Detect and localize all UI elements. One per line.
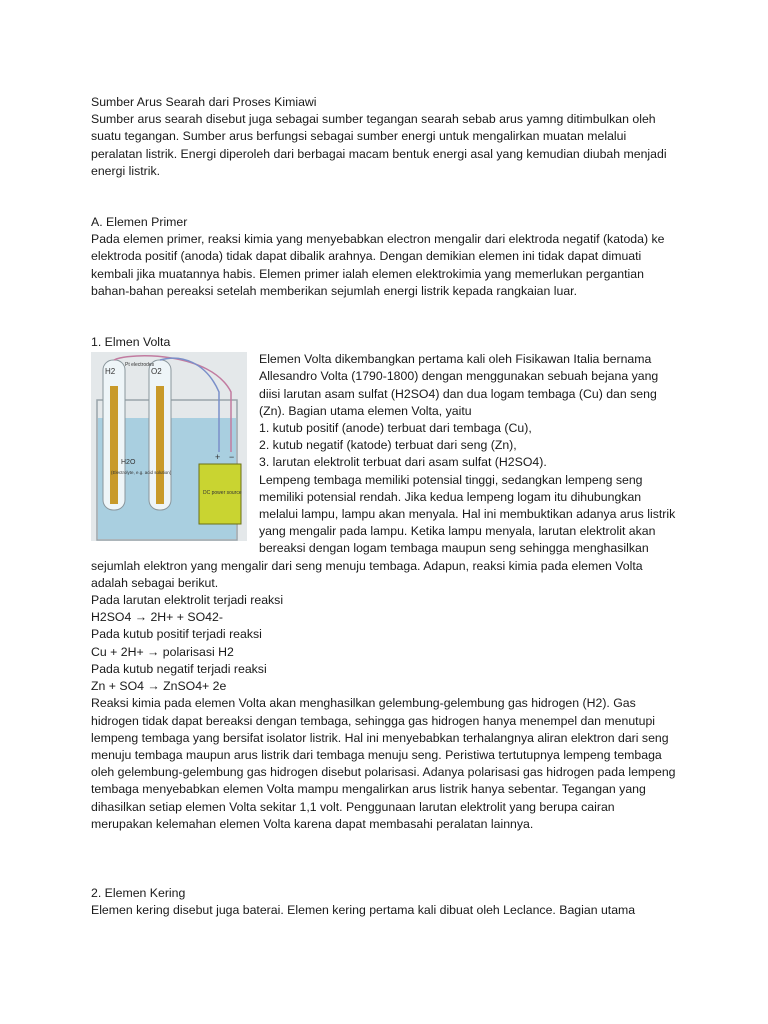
electrolysis-diagram: [91, 352, 247, 541]
volta-paragraph-2: Lempeng tembaga memiliki potensial tinggi, sedangkan lempeng seng memiliki potensial rendah. Jika kedua lempeng logam itu dihubungkan melalui lampu, lampu akan menyala. Hal ini membuktikan adanya arus listrik yang mengalir pada lampu. Ketika lampu menyala, larutan elektrolit akan bereaksi dengan logam tembaga maupun seng sehingga menghasilkan sejumlah elektron yang mengalir dari seng menuju tembaga. Adapun, reaksi kimia pada elemen Volta adalah sebagai berikut.: [91, 472, 676, 590]
section-2-paragraph: Elemen kering disebut juga baterai. Elemen kering pertama kali dibuat oleh Leclance. Bagian utama: [91, 903, 636, 918]
volta-list-item-3: 3. larutan elektrolit terbuat dari asam sulfat (H2SO4).: [259, 455, 547, 470]
section-1-heading: 1. Elmen Volta: [91, 335, 171, 350]
reaction-label-2: Pada kutub positif terjadi reaksi: [91, 627, 262, 642]
section-2-heading: 2. Elemen Kering: [91, 885, 186, 900]
volta-paragraph-1: Elemen Volta dikembangkan pertama kali oleh Fisikawan Italia bernama Allesandro Volta (1790-1800) dengan menggunakan sebuah bejana yang diisi larutan asam sulfat (H2SO4) dan dua logam tembaga (Cu) dan seng (Zn). Bagian utama elemen Volta, yaitu: [259, 352, 659, 418]
volta-figure-row: [91, 351, 676, 592]
volta-list-item-2: 2. kutub negatif (katode) terbuat dari seng (Zn),: [259, 438, 517, 453]
reaction-equation-1: H2SO4 → 2H+ + SO42-: [91, 610, 223, 625]
reaction-label-3: Pada kutub negatif terjadi reaksi: [91, 661, 267, 676]
reaction-equation-3: Zn + SO4 → ZnSO4+ 2e: [91, 679, 227, 694]
label-water: H2O: [121, 459, 136, 467]
intro-paragraph: Sumber arus searah disebut juga sebagai sumber tegangan searah sebab arus yamng ditimbulkan oleh suatu tegangan. Sumber arus berfungsi sebagai sumber energi untuk mengalirkan muatan melalui peralatan listrik. Energi diperoleh dari berbagai macam bentuk energi asal yang kemudian diubah menjadi energi listrik.: [91, 112, 667, 178]
volta-list-item-1: 1. kutub positif (anode) terbuat dari tembaga (Cu),: [259, 421, 532, 436]
volta-paragraph-3: Reaksi kimia pada elemen Volta akan menghasilkan gelembung-gelembung gas hidrogen (H2). Gas hidrogen tidak dapat bereaksi dengan tembaga, sehingga gas hidrogen hanya menempel dan menutupi lempeng tembaga yang bersifat isolator listrik. Hal ini menyebabkan terhalangnya aliran elektron dari seng menuju tembaga maupun arus listrik dari tembaga menuju seng. Peristiwa tertutupnya lempeng tembaga oleh gelembung-gelembung gas hidrogen disebut polarisasi. Adanya polarisasi gas hidrogen pada lempeng tembaga menyebabkan elemen Volta mampu mengalirkan arus listrik hanya sebentar. Tegangan yang dihasilkan setiap elemen Volta sekitar 1,1 volt. Penggunaan larutan elektrolit yang berupa cairan merupakan kelemahan elemen Volta karena dapat membasahi peralatan lainnya.: [91, 696, 676, 831]
label-o2: O2: [151, 367, 162, 377]
document-page: [91, 94, 676, 919]
reaction-label-1: Pada larutan elektrolit terjadi reaksi: [91, 593, 284, 608]
label-pt: Pt electrodes: [125, 362, 155, 369]
document-title: Sumber Arus Searah dari Proses Kimiawi: [91, 95, 317, 109]
section-a-paragraph: Pada elemen primer, reaksi kimia yang menyebabkan electron mengalir dari elektroda negatif (katoda) ke elektroda positif (anoda) tidak dapat dibalik arahnya. Dengan demikian elemen ini tidak dapat dimuati kembali jika muatannya habis. Elemen primer ialah elemen elektrokimia yang memerlukan pergantian bahan-bahan pereaksi setelah memberikan sejumlah energi listrik kepada rangkaian luar.: [91, 232, 665, 298]
label-minus: −: [229, 452, 235, 463]
label-h2: H2: [105, 367, 116, 377]
section-a-heading: A. Elemen Primer: [91, 215, 188, 230]
label-dc: DC power source: [203, 490, 242, 497]
label-water-note: (Electrolyte, e.g. acid solution): [111, 470, 172, 476]
reaction-equation-2: Cu + 2H+ → polarisasi H2: [91, 644, 234, 659]
label-plus: +: [215, 452, 221, 463]
